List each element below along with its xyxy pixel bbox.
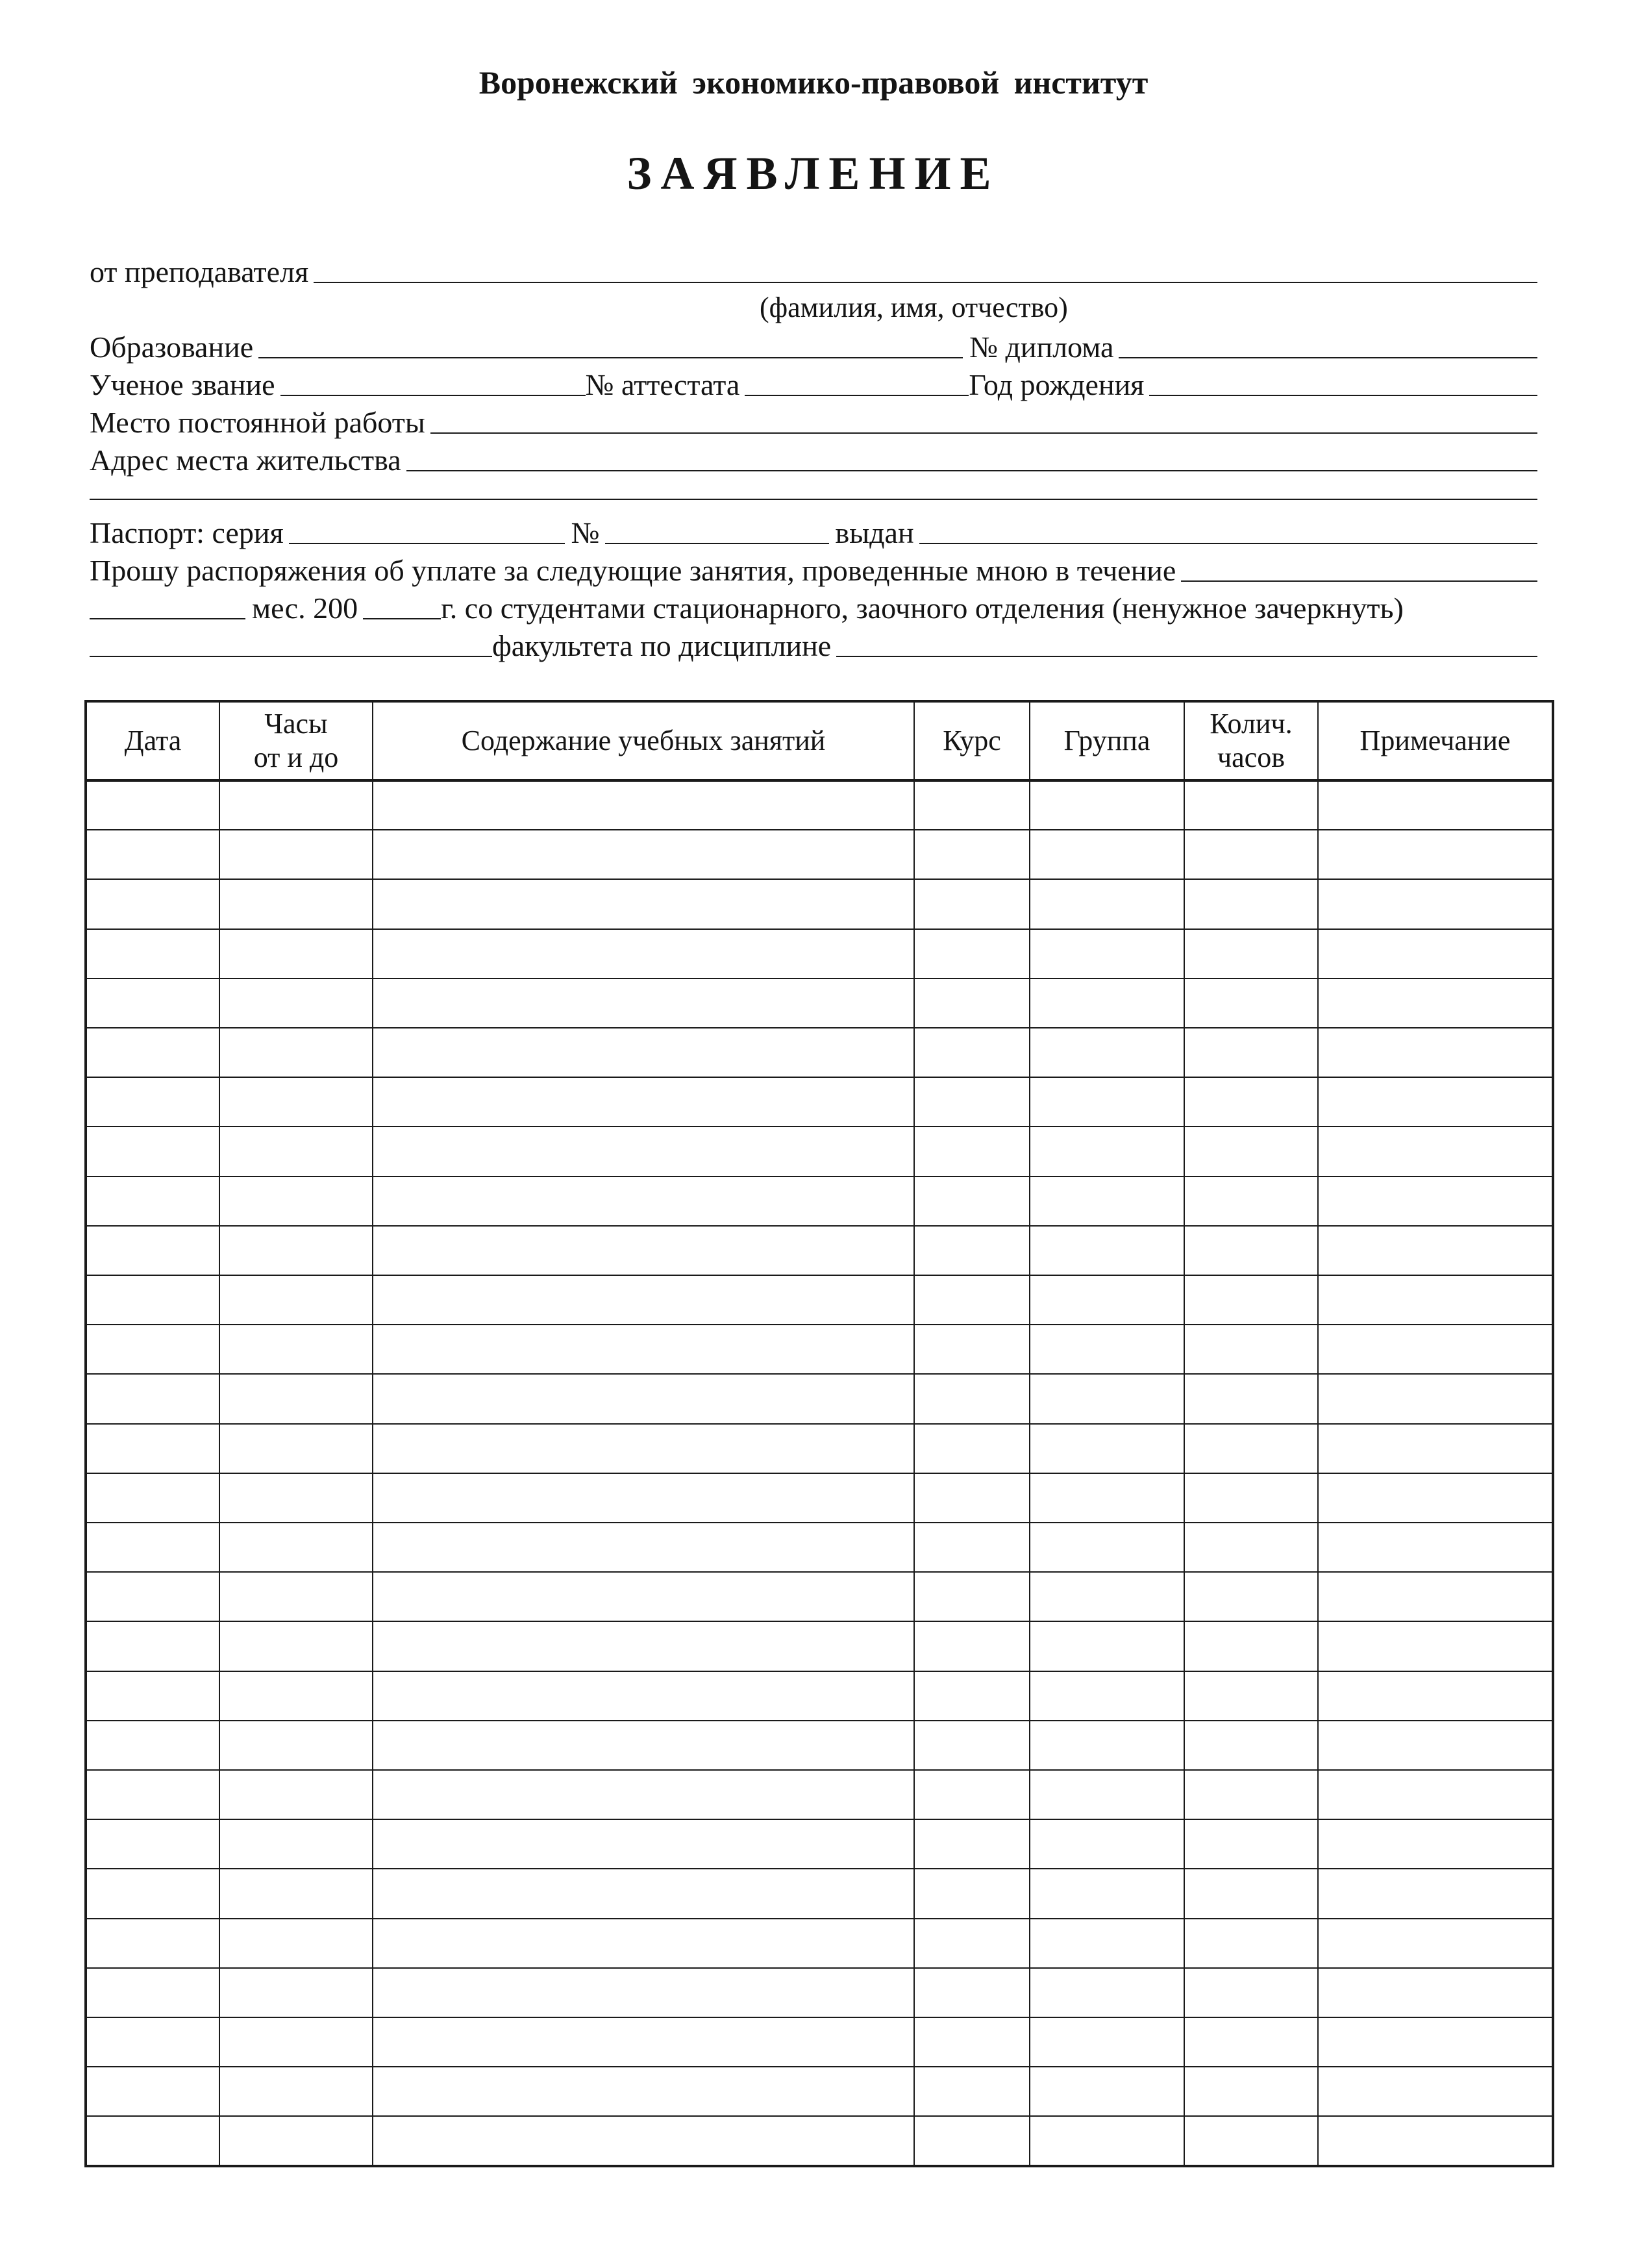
table-cell[interactable] — [373, 2116, 914, 2166]
table-cell[interactable] — [219, 1424, 373, 1473]
discipline-field[interactable] — [836, 656, 1537, 657]
table-cell[interactable] — [373, 1770, 914, 1819]
table-cell[interactable] — [914, 1226, 1030, 1275]
table-cell[interactable] — [914, 1671, 1030, 1721]
table-cell[interactable] — [914, 2067, 1030, 2116]
table-cell[interactable] — [1184, 1721, 1318, 1770]
table-cell[interactable] — [914, 1819, 1030, 1869]
address-field-2[interactable] — [90, 499, 1537, 500]
table-cell[interactable] — [1184, 1226, 1318, 1275]
table-cell[interactable] — [1318, 1374, 1553, 1423]
table-cell[interactable] — [219, 1621, 373, 1671]
col-group — [1030, 701, 1184, 780]
table-cell[interactable] — [219, 1325, 373, 1374]
table-cell[interactable] — [1030, 1671, 1184, 1721]
table-cell[interactable] — [219, 830, 373, 879]
table-cell[interactable] — [219, 1127, 373, 1176]
table-row — [86, 978, 1553, 1028]
table-cell[interactable] — [1184, 1473, 1318, 1523]
table-cell[interactable] — [914, 1523, 1030, 1572]
table-cell[interactable] — [1030, 1819, 1184, 1869]
table-cell[interactable] — [914, 1572, 1030, 1621]
education-label: Образование — [90, 330, 254, 364]
table-cell[interactable] — [1184, 2067, 1318, 2116]
table-header-row — [86, 701, 1553, 780]
table-cell[interactable] — [1318, 1473, 1553, 1523]
table-cell[interactable] — [914, 1127, 1030, 1176]
table-row — [86, 1523, 1553, 1572]
table-row — [86, 929, 1553, 978]
passport-series-field[interactable] — [289, 543, 565, 544]
table-cell[interactable] — [219, 1028, 373, 1077]
table-cell[interactable] — [86, 1819, 219, 1869]
table-row — [86, 1077, 1553, 1127]
table-cell[interactable] — [1030, 1077, 1184, 1127]
table-cell[interactable] — [1030, 1177, 1184, 1226]
table-cell[interactable] — [86, 830, 219, 879]
table-cell[interactable] — [373, 2017, 914, 2067]
table-cell[interactable] — [914, 2116, 1030, 2166]
table-cell[interactable] — [1318, 1721, 1553, 1770]
col-course-label: Курс — [943, 725, 1001, 756]
document-title: ЗАЯВЛЕНИЕ — [627, 147, 1000, 199]
table-cell[interactable] — [86, 2017, 219, 2067]
academic-title-field[interactable] — [280, 395, 586, 396]
table-cell[interactable] — [86, 929, 219, 978]
table-cell[interactable] — [219, 929, 373, 978]
period-field[interactable] — [1181, 580, 1537, 582]
table-cell[interactable] — [914, 1424, 1030, 1473]
table-cell[interactable] — [219, 1968, 373, 2017]
table-cell[interactable] — [373, 780, 914, 830]
table-cell[interactable] — [373, 929, 914, 978]
academic-title-label: Ученое звание — [90, 368, 275, 401]
table-cell[interactable] — [219, 2017, 373, 2067]
table-row — [86, 1424, 1553, 1473]
table-cell[interactable] — [373, 1473, 914, 1523]
table-cell[interactable] — [373, 1028, 914, 1077]
month-year-label: мес. 200 — [252, 592, 358, 625]
table-cell[interactable] — [1184, 830, 1318, 879]
table-cell[interactable] — [86, 1721, 219, 1770]
col-hours-count — [1184, 701, 1318, 780]
request-line — [90, 549, 1537, 586]
table-row — [86, 1177, 1553, 1226]
certificate-label: № аттестата — [585, 368, 740, 401]
table-cell[interactable] — [219, 1473, 373, 1523]
certificate-field[interactable] — [745, 395, 969, 396]
issued-by-field[interactable] — [919, 543, 1537, 544]
table-cell[interactable] — [1318, 1919, 1553, 1968]
table-cell[interactable] — [1030, 830, 1184, 879]
table-cell[interactable] — [86, 1621, 219, 1671]
table-cell[interactable] — [1184, 1424, 1318, 1473]
table-cell[interactable] — [1030, 1226, 1184, 1275]
passport-number-label: № — [571, 516, 600, 549]
table-cell[interactable] — [219, 1275, 373, 1325]
col-note-label: Примечание — [1360, 725, 1511, 756]
table-cell[interactable] — [373, 1869, 914, 1918]
table-cell[interactable] — [219, 1077, 373, 1127]
col-group-label: Группа — [1063, 725, 1150, 756]
diploma-label: № диплома — [969, 330, 1114, 364]
table-row — [86, 1671, 1553, 1721]
table-cell[interactable] — [1030, 1424, 1184, 1473]
table-cell[interactable] — [86, 1968, 219, 2017]
col-course — [914, 701, 1030, 780]
table-row — [86, 2116, 1553, 2166]
request-text: Прошу распоряжения об уплате за следующие занятия, проведенные мною в течение — [90, 554, 1176, 587]
table-cell[interactable] — [373, 2067, 914, 2116]
table-cell[interactable] — [1030, 1127, 1184, 1176]
workplace-line — [90, 401, 1537, 438]
table-row — [86, 1127, 1553, 1176]
table-cell[interactable] — [373, 1226, 914, 1275]
table-cell[interactable] — [914, 1177, 1030, 1226]
table-cell[interactable] — [86, 1473, 219, 1523]
table-cell[interactable] — [1184, 780, 1318, 830]
table-cell[interactable] — [1030, 1028, 1184, 1077]
table-cell[interactable] — [86, 1325, 219, 1374]
address-line-2 — [90, 467, 1537, 504]
table-cell[interactable] — [914, 1721, 1030, 1770]
table-cell[interactable] — [914, 1919, 1030, 1968]
teacher-line — [90, 251, 1537, 287]
col-date-label: Дата — [124, 725, 182, 756]
title-line — [90, 364, 1537, 400]
table-row — [86, 2067, 1553, 2116]
table-cell[interactable] — [219, 879, 373, 928]
table-cell[interactable] — [86, 2067, 219, 2116]
table-cell[interactable] — [1030, 1721, 1184, 1770]
faculty-line — [90, 625, 1537, 661]
table-cell[interactable] — [373, 830, 914, 879]
table-cell[interactable] — [914, 1473, 1030, 1523]
col-hours-label: Часы от и до — [253, 708, 339, 773]
table-cell[interactable] — [914, 1325, 1030, 1374]
table-cell[interactable] — [1318, 1671, 1553, 1721]
month-year-line — [90, 587, 1537, 623]
table-cell[interactable] — [219, 2116, 373, 2166]
workplace-field[interactable] — [430, 432, 1537, 434]
table-row — [86, 1968, 1553, 2017]
col-hours — [219, 701, 373, 780]
table-cell[interactable] — [914, 1275, 1030, 1325]
table-cell[interactable] — [1030, 1968, 1184, 2017]
table-cell[interactable] — [1030, 1919, 1184, 1968]
table-row — [86, 1819, 1553, 1869]
table-cell[interactable] — [1030, 1325, 1184, 1374]
table-cell[interactable] — [86, 1127, 219, 1176]
table-row — [86, 1473, 1553, 1523]
table-cell[interactable] — [1318, 2067, 1553, 2116]
table-cell[interactable] — [86, 978, 219, 1028]
table-cell[interactable] — [219, 1177, 373, 1226]
col-hours-count-label: Колич. часов — [1210, 708, 1293, 773]
table-cell[interactable] — [1030, 978, 1184, 1028]
table-cell[interactable] — [1318, 830, 1553, 879]
table-cell[interactable] — [914, 929, 1030, 978]
table-cell[interactable] — [373, 1275, 914, 1325]
table-cell[interactable] — [1318, 1968, 1553, 2017]
table-cell[interactable] — [373, 1721, 914, 1770]
table-cell[interactable] — [1184, 1572, 1318, 1621]
table-row — [86, 1919, 1553, 1968]
table-cell[interactable] — [1030, 1572, 1184, 1621]
table-cell[interactable] — [1318, 1572, 1553, 1621]
table-cell[interactable] — [219, 1819, 373, 1869]
table-cell[interactable] — [1184, 2017, 1318, 2067]
table-cell[interactable] — [86, 1919, 219, 1968]
table-cell[interactable] — [86, 1572, 219, 1621]
table-cell[interactable] — [1030, 1770, 1184, 1819]
table-cell[interactable] — [1318, 1127, 1553, 1176]
table-cell[interactable] — [1184, 1869, 1318, 1918]
table-cell[interactable] — [1318, 1226, 1553, 1275]
table-cell[interactable] — [1030, 1523, 1184, 1572]
table-cell[interactable] — [1184, 1325, 1318, 1374]
table-cell[interactable] — [1030, 2116, 1184, 2166]
table-cell[interactable] — [1318, 2116, 1553, 2166]
passport-line — [90, 512, 1537, 548]
table-cell[interactable] — [373, 1127, 914, 1176]
table-cell[interactable] — [1318, 2017, 1553, 2067]
table-row — [86, 1770, 1553, 1819]
table-cell[interactable] — [373, 1919, 914, 1968]
table-cell[interactable] — [1184, 1028, 1318, 1077]
year-field[interactable] — [363, 618, 441, 619]
table-cell[interactable] — [1030, 1275, 1184, 1325]
diploma-field[interactable] — [1119, 357, 1537, 358]
table-cell[interactable] — [1030, 2017, 1184, 2067]
table-cell[interactable] — [86, 1226, 219, 1275]
fio-caption: (фамилия, имя, отчество) — [760, 292, 1068, 323]
table-cell[interactable] — [219, 1919, 373, 1968]
table-cell[interactable] — [1184, 1671, 1318, 1721]
table-cell[interactable] — [219, 1523, 373, 1572]
table-cell[interactable] — [86, 1869, 219, 1918]
table-cell[interactable] — [219, 978, 373, 1028]
table-row — [86, 1374, 1553, 1423]
table-cell[interactable] — [86, 1424, 219, 1473]
table-row — [86, 1028, 1553, 1077]
table-cell[interactable] — [373, 879, 914, 928]
table-cell[interactable] — [219, 1869, 373, 1918]
table-cell[interactable] — [1030, 1621, 1184, 1671]
education-line — [90, 326, 1537, 362]
table-cell[interactable] — [1318, 1869, 1553, 1918]
address-label: Адрес места жительства — [90, 443, 401, 477]
table-cell[interactable] — [86, 1374, 219, 1423]
table-cell[interactable] — [914, 1077, 1030, 1127]
table-cell[interactable] — [373, 1424, 914, 1473]
table-cell[interactable] — [86, 1177, 219, 1226]
table-row — [86, 1621, 1553, 1671]
table-cell[interactable] — [86, 1275, 219, 1325]
table-cell[interactable] — [373, 1621, 914, 1671]
table-cell[interactable] — [219, 1226, 373, 1275]
table-cell[interactable] — [1184, 2116, 1318, 2166]
table-row — [86, 1325, 1553, 1374]
table-cell[interactable] — [1318, 1077, 1553, 1127]
table-cell[interactable] — [86, 780, 219, 830]
table-cell[interactable] — [1184, 1770, 1318, 1819]
table-cell[interactable] — [914, 830, 1030, 879]
table-cell[interactable] — [1318, 1028, 1553, 1077]
table-cell[interactable] — [914, 2017, 1030, 2067]
table-row — [86, 1275, 1553, 1325]
table-cell[interactable] — [914, 1869, 1030, 1918]
table-row — [86, 2017, 1553, 2067]
table-cell[interactable] — [86, 1523, 219, 1572]
table-cell[interactable] — [1184, 1819, 1318, 1869]
table-cell[interactable] — [219, 780, 373, 830]
table-cell[interactable] — [1184, 1275, 1318, 1325]
table-cell[interactable] — [1030, 879, 1184, 928]
table-cell[interactable] — [914, 1621, 1030, 1671]
month-field[interactable] — [90, 618, 245, 619]
table-cell[interactable] — [219, 1721, 373, 1770]
table-cell[interactable] — [1318, 1424, 1553, 1473]
table-cell[interactable] — [914, 1968, 1030, 2017]
table-cell[interactable] — [1030, 780, 1184, 830]
table-cell[interactable] — [1318, 879, 1553, 928]
table-cell[interactable] — [86, 1028, 219, 1077]
table-body — [86, 780, 1553, 2166]
table-cell[interactable] — [1318, 978, 1553, 1028]
table-cell[interactable] — [373, 1077, 914, 1127]
table-cell[interactable] — [219, 1671, 373, 1721]
table-cell[interactable] — [1184, 1127, 1318, 1176]
table-cell[interactable] — [373, 1177, 914, 1226]
table-cell[interactable] — [373, 1671, 914, 1721]
table-cell[interactable] — [1318, 1770, 1553, 1819]
table-cell[interactable] — [1030, 929, 1184, 978]
table-row — [86, 1721, 1553, 1770]
table-cell[interactable] — [1184, 1077, 1318, 1127]
table-cell[interactable] — [219, 1374, 373, 1423]
table-cell[interactable] — [1318, 1177, 1553, 1226]
birth-year-field[interactable] — [1149, 395, 1537, 396]
faculty-label: факультета по дисциплине — [492, 629, 832, 662]
teacher-name-field[interactable] — [314, 282, 1537, 283]
table-cell[interactable] — [86, 1077, 219, 1127]
table-cell[interactable] — [1030, 1473, 1184, 1523]
table-cell[interactable] — [219, 2067, 373, 2116]
table-row — [86, 1869, 1553, 1918]
table-cell[interactable] — [1318, 1819, 1553, 1869]
table-cell[interactable] — [373, 978, 914, 1028]
table-cell[interactable] — [373, 1325, 914, 1374]
table-cell[interactable] — [1030, 1869, 1184, 1918]
table-cell[interactable] — [373, 1374, 914, 1423]
education-field[interactable] — [258, 357, 963, 358]
passport-series-label: Паспорт: серия — [90, 516, 284, 549]
table-cell[interactable] — [86, 2116, 219, 2166]
teacher-label: от преподавателя — [90, 255, 309, 288]
birth-year-label: Год рождения — [969, 368, 1145, 401]
table-cell[interactable] — [373, 1968, 914, 2017]
table-cell[interactable] — [1184, 1523, 1318, 1572]
table-cell[interactable] — [373, 1523, 914, 1572]
faculty-field[interactable] — [90, 656, 492, 657]
table-cell[interactable] — [1184, 929, 1318, 978]
col-content — [373, 701, 914, 780]
table-cell[interactable] — [914, 780, 1030, 830]
table-cell[interactable] — [1184, 1177, 1318, 1226]
table-cell[interactable] — [219, 1572, 373, 1621]
table-row — [86, 780, 1553, 830]
table-cell[interactable] — [86, 879, 219, 928]
students-text: г. со студентами стационарного, заочного отделения (ненужное зачеркнуть) — [441, 592, 1404, 625]
passport-number-field[interactable] — [605, 543, 829, 544]
table-cell[interactable] — [1318, 1621, 1553, 1671]
table-cell[interactable] — [1184, 1621, 1318, 1671]
table-cell[interactable] — [1318, 1275, 1553, 1325]
table-cell[interactable] — [1184, 1968, 1318, 2017]
table-row — [86, 1226, 1553, 1275]
table-cell[interactable] — [1184, 978, 1318, 1028]
table-cell[interactable] — [373, 1572, 914, 1621]
table-row — [86, 1572, 1553, 1621]
table-cell[interactable] — [1184, 1919, 1318, 1968]
table-cell[interactable] — [1318, 1325, 1553, 1374]
table-cell[interactable] — [914, 1374, 1030, 1423]
workplace-label: Место постоянной работы — [90, 406, 425, 439]
table-cell[interactable] — [1318, 780, 1553, 830]
institute-name: Воронежский экономико-правовой институт — [478, 64, 1149, 101]
table-cell[interactable] — [914, 978, 1030, 1028]
table-row — [86, 879, 1553, 928]
table-cell[interactable] — [1184, 1374, 1318, 1423]
table-cell[interactable] — [914, 879, 1030, 928]
col-date — [86, 701, 219, 780]
col-note — [1318, 701, 1553, 780]
table-cell[interactable] — [1030, 1374, 1184, 1423]
table-cell[interactable] — [219, 1770, 373, 1819]
issued-by-label: выдан — [835, 516, 914, 549]
table-cell[interactable] — [1318, 1523, 1553, 1572]
table-cell[interactable] — [373, 1819, 914, 1869]
col-content-label: Содержание учебных занятий — [461, 725, 826, 756]
table-cell[interactable] — [914, 1028, 1030, 1077]
table-row — [86, 830, 1553, 879]
table-cell[interactable] — [86, 1671, 219, 1721]
table-cell[interactable] — [1030, 2067, 1184, 2116]
table-cell[interactable] — [914, 1770, 1030, 1819]
classes-table — [84, 700, 1554, 2167]
table-cell[interactable] — [1184, 879, 1318, 928]
table-cell[interactable] — [1318, 929, 1553, 978]
table-cell[interactable] — [86, 1770, 219, 1819]
